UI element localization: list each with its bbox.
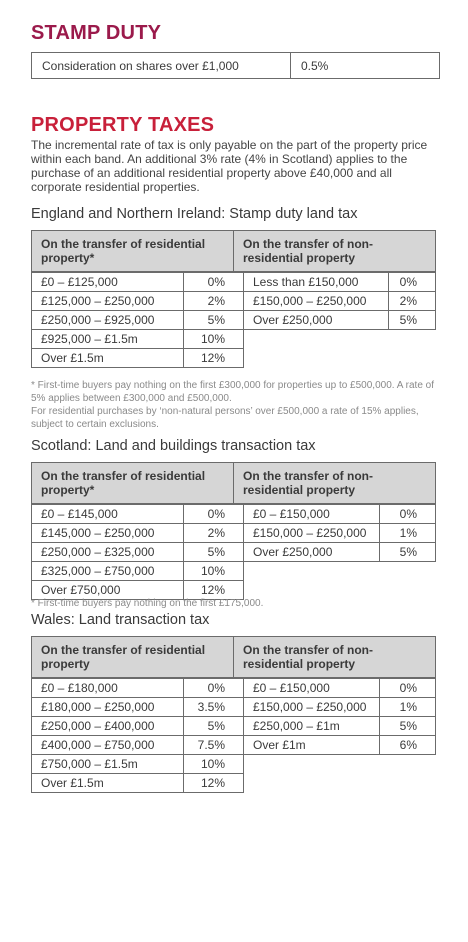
- scotland-res-header: On the transfer of residential property*: [41, 469, 206, 497]
- property-taxes-intro: The incremental rate of tax is only payable on the part of the property price within each band. An additional 3% rate (4% in Scotland) applies to the purchase of an additional residential property above £40,000 and all corporate residential properties.: [31, 138, 428, 194]
- table-row: [32, 273, 244, 292]
- england-table-header: [31, 230, 436, 272]
- scotland-note: * First-time buyers pay nothing on the first £175,000.: [31, 598, 264, 609]
- table-row: [32, 755, 244, 774]
- table-row: [32, 349, 244, 368]
- rate-cell: 0%: [184, 505, 244, 524]
- band-cell: £750,000 – £1.5m: [32, 755, 184, 774]
- table-row: [32, 562, 244, 581]
- wales-residential-table: [31, 678, 244, 793]
- wales-title: Wales: Land transaction tax: [31, 612, 210, 628]
- property-taxes-heading: PROPERTY TAXES: [31, 114, 215, 136]
- table-row: [32, 679, 244, 698]
- rate-cell: 10%: [184, 755, 244, 774]
- wales-non-residential-table: [243, 678, 436, 755]
- table-row: [244, 736, 436, 755]
- band-cell: Over £250,000: [244, 311, 389, 330]
- band-cell: £250,000 – £325,000: [32, 543, 184, 562]
- band-cell: £125,000 – £250,000: [32, 292, 184, 311]
- england-non-residential-table: [243, 272, 436, 330]
- table-row: [32, 311, 244, 330]
- rate-cell: 5%: [389, 311, 436, 330]
- table-row: [244, 311, 436, 330]
- band-cell: Over £750,000: [32, 581, 184, 600]
- table-row: [32, 330, 244, 349]
- band-cell: £150,000 – £250,000: [244, 524, 380, 543]
- rate-cell: 12%: [184, 581, 244, 600]
- scotland-residential-table: [31, 504, 244, 600]
- rate-cell: 0%: [380, 679, 436, 698]
- band-cell: Over £250,000: [244, 543, 380, 562]
- rate-cell: 5%: [184, 311, 244, 330]
- band-cell: £0 – £180,000: [32, 679, 184, 698]
- band-cell: £925,000 – £1.5m: [32, 330, 184, 349]
- rate-cell: 12%: [184, 349, 244, 368]
- table-row: [32, 505, 244, 524]
- table-row: [244, 505, 436, 524]
- table-row: [32, 524, 244, 543]
- england-residential-table: [31, 272, 244, 368]
- england-note-first-time: * First-time buyers pay nothing on the first £300,000 for properties up to £500,000. A rate of 5% applies between £300,000 and £500,000.: [31, 380, 435, 404]
- band-cell: Over £1m: [244, 736, 380, 755]
- band-cell: £250,000 – £400,000: [32, 717, 184, 736]
- rate-cell: 2%: [389, 292, 436, 311]
- table-row: [244, 679, 436, 698]
- rate-cell: 6%: [380, 736, 436, 755]
- rate-cell: 2%: [184, 524, 244, 543]
- england-nonres-header: On the transfer of non-residential property: [233, 231, 435, 271]
- scotland-table-header: [31, 462, 436, 504]
- band-cell: £250,000 – £1m: [244, 717, 380, 736]
- england-title: England and Northern Ireland: Stamp duty land tax: [31, 206, 358, 222]
- table-row: [32, 53, 440, 79]
- stamp-duty-label: Consideration on shares over £1,000: [32, 53, 291, 79]
- table-row: [32, 736, 244, 755]
- table-row: [32, 292, 244, 311]
- table-row: [244, 524, 436, 543]
- band-cell: £325,000 – £750,000: [32, 562, 184, 581]
- england-res-header: On the transfer of residential property*: [41, 237, 206, 265]
- stamp-duty-rate: 0.5%: [291, 53, 440, 79]
- stamp-duty-heading: STAMP DUTY: [31, 22, 162, 44]
- rate-cell: 2%: [184, 292, 244, 311]
- rate-cell: 10%: [184, 562, 244, 581]
- england-note-non-natural: For residential purchases by ‘non-natural persons’ over £500,000 a rate of 15% applies, subject to certain exclusions.: [31, 406, 419, 430]
- band-cell: £0 – £150,000: [244, 505, 380, 524]
- stamp-duty-table: [31, 52, 440, 79]
- band-cell: £400,000 – £750,000: [32, 736, 184, 755]
- band-cell: £150,000 – £250,000: [244, 292, 389, 311]
- rate-cell: 0%: [184, 273, 244, 292]
- rate-cell: 12%: [184, 774, 244, 793]
- band-cell: Over £1.5m: [32, 349, 184, 368]
- wales-res-header: On the transfer of residential property: [41, 643, 206, 671]
- table-row: [244, 273, 436, 292]
- rate-cell: 3.5%: [184, 698, 244, 717]
- band-cell: £150,000 – £250,000: [244, 698, 380, 717]
- band-cell: £0 – £125,000: [32, 273, 184, 292]
- rate-cell: 0%: [389, 273, 436, 292]
- table-row: [32, 698, 244, 717]
- rate-cell: 5%: [380, 543, 436, 562]
- scotland-nonres-header: On the transfer of non-residential property: [233, 463, 435, 503]
- rate-cell: 5%: [380, 717, 436, 736]
- table-row: [32, 774, 244, 793]
- band-cell: £180,000 – £250,000: [32, 698, 184, 717]
- wales-table-header: [31, 636, 436, 678]
- rate-cell: 1%: [380, 524, 436, 543]
- table-row: [244, 717, 436, 736]
- band-cell: £145,000 – £250,000: [32, 524, 184, 543]
- table-row: [32, 717, 244, 736]
- rate-cell: 5%: [184, 717, 244, 736]
- wales-nonres-header: On the transfer of non-residential property: [233, 637, 435, 677]
- rate-cell: 1%: [380, 698, 436, 717]
- table-row: [244, 543, 436, 562]
- rate-cell: 0%: [380, 505, 436, 524]
- band-cell: £0 – £145,000: [32, 505, 184, 524]
- scotland-non-residential-table: [243, 504, 436, 562]
- scotland-title: Scotland: Land and buildings transaction tax: [31, 438, 316, 454]
- table-row: [244, 698, 436, 717]
- table-row: [32, 543, 244, 562]
- rate-cell: 0%: [184, 679, 244, 698]
- band-cell: Less than £150,000: [244, 273, 389, 292]
- rate-cell: 7.5%: [184, 736, 244, 755]
- band-cell: £0 – £150,000: [244, 679, 380, 698]
- rate-cell: 5%: [184, 543, 244, 562]
- band-cell: £250,000 – £925,000: [32, 311, 184, 330]
- rate-cell: 10%: [184, 330, 244, 349]
- band-cell: Over £1.5m: [32, 774, 184, 793]
- table-row: [244, 292, 436, 311]
